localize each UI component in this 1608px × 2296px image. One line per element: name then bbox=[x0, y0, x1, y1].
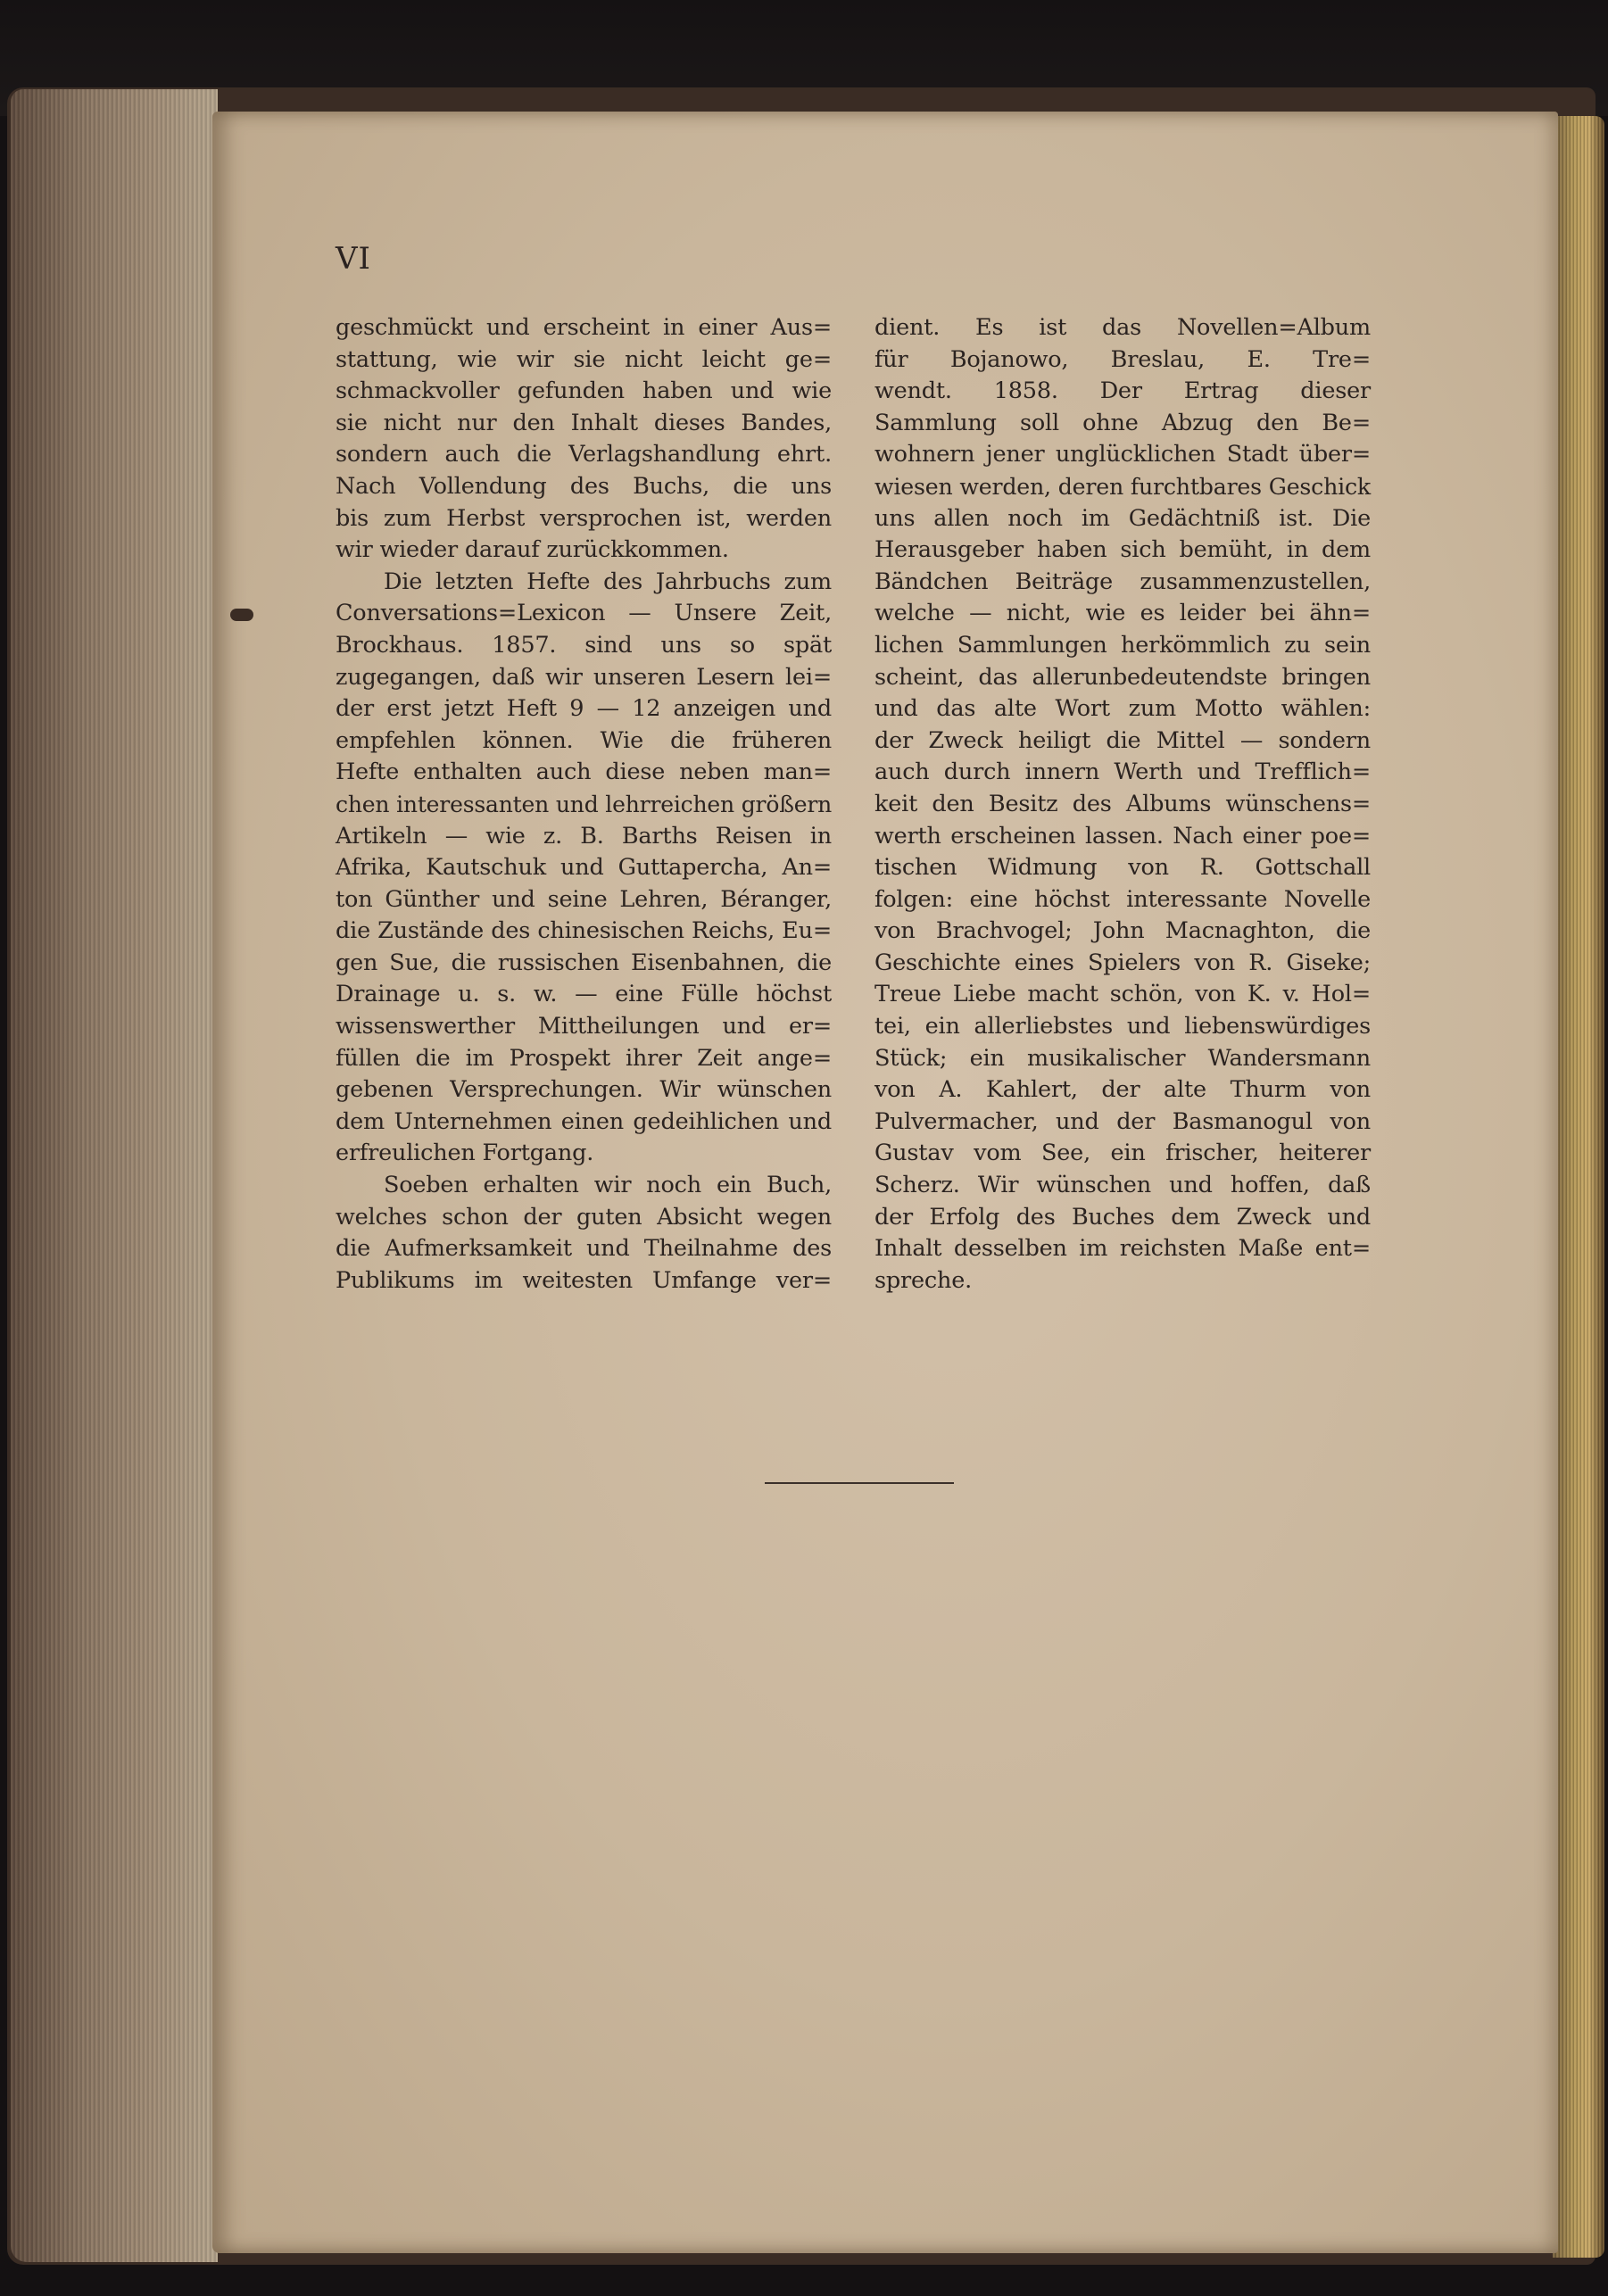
text-line: füllen die im Prospekt ihrer Zeit ange= bbox=[336, 1044, 832, 1072]
text-line: bis zum Herbst versprochen ist, werden bbox=[336, 504, 832, 532]
text-line: von Brachvogel; John Macnaghton, die bbox=[874, 917, 1371, 945]
text-line: Bändchen Beiträge zusammenzustellen, bbox=[874, 568, 1371, 595]
text-line: scheint, das allerunbedeutendste bringen bbox=[874, 663, 1371, 691]
text-line: Soeben erhalten wir noch ein Buch, bbox=[384, 1172, 832, 1199]
text-line: welches schon der guten Absicht wegen bbox=[336, 1203, 832, 1231]
section-divider-rule bbox=[765, 1482, 954, 1484]
page-edges-left bbox=[11, 89, 218, 2262]
text-line: keit den Besitz des Albums wünschens= bbox=[874, 790, 1371, 817]
page-stain-mark bbox=[230, 609, 253, 621]
text-line: Die letzten Hefte des Jahrbuchs zum bbox=[384, 568, 832, 595]
text-line: uns allen noch im Gedächtniß ist. Die bbox=[874, 504, 1371, 532]
text-line: lichen Sammlungen herkömmlich zu sein bbox=[874, 631, 1371, 659]
text-line: Afrika, Kautschuk und Guttapercha, An= bbox=[336, 854, 832, 882]
text-line: tei, ein allerliebstes und liebenswürdiges bbox=[874, 1013, 1371, 1040]
text-column-right bbox=[874, 312, 1371, 1297]
text-line: und das alte Wort zum Motto wählen: bbox=[874, 695, 1371, 723]
text-line: sondern auch die Verlagshandlung ehrt. bbox=[336, 441, 832, 468]
text-line: ton Günther und seine Lehren, Béranger, bbox=[336, 885, 832, 913]
text-line: sie nicht nur den Inhalt dieses Bandes, bbox=[336, 409, 832, 436]
text-line: der Zweck heiligt die Mittel — sondern bbox=[874, 726, 1371, 754]
text-line: wir wieder darauf zurückkommen. bbox=[336, 536, 729, 564]
text-line: auch durch innern Werth und Trefflich= bbox=[874, 758, 1371, 786]
text-line: folgen: eine höchst interessante Novelle bbox=[874, 885, 1371, 913]
text-line: gen Sue, die russischen Eisenbahnen, die bbox=[336, 949, 832, 976]
text-line: wissenswerther Mittheilungen und er= bbox=[336, 1013, 832, 1040]
text-line: wohnern jener unglücklichen Stadt über= bbox=[874, 441, 1371, 468]
text-line: Hefte enthalten auch diese neben man= bbox=[336, 758, 832, 786]
text-line: spreche. bbox=[874, 1266, 972, 1294]
text-line: von A. Kahlert, der alte Thurm von bbox=[874, 1076, 1371, 1104]
text-line: Nach Vollendung des Buchs, die uns bbox=[336, 472, 832, 500]
text-line: chen interessanten und lehrreichen größern bbox=[336, 791, 833, 817]
text-line: Inhalt desselben im reichsten Maße ent= bbox=[874, 1235, 1371, 1263]
text-line: dem Unternehmen einen gedeihlichen und bbox=[336, 1107, 832, 1135]
text-line: Drainage u. s. w. — eine Fülle höchst bbox=[336, 981, 832, 1008]
text-line: Publikums im weitesten Umfange ver= bbox=[336, 1266, 832, 1294]
text-line: Brockhaus. 1857. sind uns so spät bbox=[336, 631, 832, 659]
text-line: Artikeln — wie z. B. Barths Reisen in bbox=[336, 822, 832, 850]
text-line: für Bojanowo, Breslau, E. Tre= bbox=[874, 345, 1371, 373]
page-number: VI bbox=[336, 241, 371, 277]
text-line: werth erscheinen lassen. Nach einer poe= bbox=[874, 822, 1371, 850]
text-line: gebenen Versprechungen. Wir wünschen bbox=[336, 1076, 832, 1104]
text-line: Geschichte eines Spielers von R. Giseke; bbox=[874, 949, 1371, 976]
text-line: tischen Widmung von R. Gottschall bbox=[874, 854, 1371, 882]
text-line: schmackvoller gefunden haben und wie bbox=[336, 377, 832, 405]
text-line: Scherz. Wir wünschen und hoffen, daß bbox=[874, 1172, 1371, 1199]
text-line: Herausgeber haben sich bemüht, in dem bbox=[874, 536, 1371, 564]
text-line: zugegangen, daß wir unseren Lesern lei= bbox=[336, 663, 832, 691]
text-line: Gustav vom See, ein frischer, heiterer bbox=[874, 1140, 1371, 1167]
text-line: wendt. 1858. Der Ertrag dieser bbox=[874, 377, 1371, 405]
text-line: erfreulichen Fortgang. bbox=[336, 1140, 594, 1167]
text-line: Treue Liebe macht schön, von K. v. Hol= bbox=[874, 981, 1371, 1008]
text-line: wiesen werden, deren furchtbares Geschick bbox=[874, 473, 1371, 500]
text-line: dient. Es ist das Novellen=Album bbox=[874, 314, 1371, 341]
text-line: der erst jetzt Heft 9 — 12 anzeigen und bbox=[336, 695, 832, 723]
text-line: die Aufmerksamkeit und Theilnahme des bbox=[336, 1235, 832, 1263]
text-line: die Zustände des chinesischen Reichs, Eu= bbox=[336, 917, 832, 945]
text-line: Pulvermacher, und der Basmanogul von bbox=[874, 1107, 1371, 1135]
text-line: empfehlen können. Wie die früheren bbox=[336, 726, 832, 754]
text-column-left bbox=[336, 312, 832, 1297]
text-line: geschmückt und erscheint in einer Aus= bbox=[336, 314, 832, 341]
text-line: stattung, wie wir sie nicht leicht ge= bbox=[336, 345, 832, 373]
text-line: welche — nicht, wie es leider bei ähn= bbox=[874, 600, 1371, 627]
text-line: der Erfolg des Buches dem Zweck und bbox=[874, 1203, 1371, 1231]
text-line: Stück; ein musikalischer Wandersmann bbox=[874, 1044, 1371, 1072]
text-line: Conversations=Lexicon — Unsere Zeit, bbox=[336, 600, 832, 627]
text-line: Sammlung soll ohne Abzug den Be= bbox=[874, 409, 1371, 436]
gilt-page-edges-right bbox=[1553, 116, 1604, 2258]
